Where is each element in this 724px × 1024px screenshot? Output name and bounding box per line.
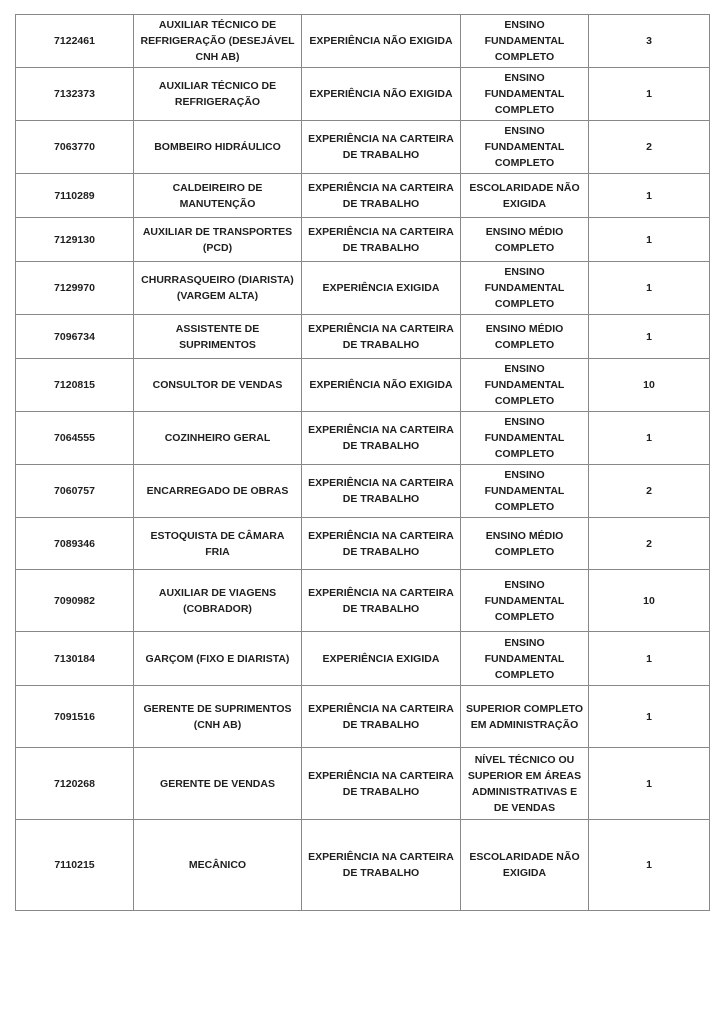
job-title-cell: CALDEIREIRO DE MANUTENÇÃO xyxy=(134,174,302,218)
job-id-cell: 7090982 xyxy=(16,570,134,632)
education-cell: SUPERIOR COMPLETO EM ADMINISTRAÇÃO xyxy=(461,686,589,748)
vacancies-count-cell: 1 xyxy=(589,820,710,911)
vacancies-count-cell: 10 xyxy=(589,570,710,632)
experience-cell: EXPERIÊNCIA NA CARTEIRA DE TRABALHO xyxy=(302,686,461,748)
education-cell: NÍVEL TÉCNICO OU SUPERIOR EM ÁREAS ADMINISTRATIVAS E DE VENDAS xyxy=(461,748,589,820)
job-title-cell: AUXILIAR TÉCNICO DE REFRIGERAÇÃO (DESEJÁVEL CNH AB) xyxy=(134,15,302,68)
table-row xyxy=(16,315,710,359)
job-id-cell: 7129130 xyxy=(16,218,134,262)
experience-cell: EXPERIÊNCIA EXIGIDA xyxy=(302,632,461,686)
education-cell: ENSINO MÉDIO COMPLETO xyxy=(461,315,589,359)
job-title-cell: AUXILIAR DE TRANSPORTES (PCD) xyxy=(134,218,302,262)
experience-cell: EXPERIÊNCIA NA CARTEIRA DE TRABALHO xyxy=(302,412,461,465)
experience-cell: EXPERIÊNCIA EXIGIDA xyxy=(302,262,461,315)
job-title-cell: COZINHEIRO GERAL xyxy=(134,412,302,465)
job-title-cell: AUXILIAR DE VIAGENS (COBRADOR) xyxy=(134,570,302,632)
job-title-cell: ASSISTENTE DE SUPRIMENTOS xyxy=(134,315,302,359)
experience-cell: EXPERIÊNCIA NA CARTEIRA DE TRABALHO xyxy=(302,465,461,518)
job-id-cell: 7130184 xyxy=(16,632,134,686)
vacancies-count-cell: 2 xyxy=(589,518,710,570)
job-title-cell: ESTOQUISTA DE CÂMARA FRIA xyxy=(134,518,302,570)
job-id-cell: 7120268 xyxy=(16,748,134,820)
job-title-cell: MECÂNICO xyxy=(134,820,302,911)
job-id-cell: 7122461 xyxy=(16,15,134,68)
job-id-cell: 7132373 xyxy=(16,68,134,121)
job-title-cell: CONSULTOR DE VENDAS xyxy=(134,359,302,412)
table-row xyxy=(16,412,710,465)
experience-cell: EXPERIÊNCIA NÃO EXIGIDA xyxy=(302,359,461,412)
experience-cell: EXPERIÊNCIA NA CARTEIRA DE TRABALHO xyxy=(302,748,461,820)
experience-cell: EXPERIÊNCIA NA CARTEIRA DE TRABALHO xyxy=(302,218,461,262)
table-row xyxy=(16,262,710,315)
experience-cell: EXPERIÊNCIA NA CARTEIRA DE TRABALHO xyxy=(302,315,461,359)
table-row xyxy=(16,570,710,632)
table-row xyxy=(16,359,710,412)
education-cell: ENSINO FUNDAMENTAL COMPLETO xyxy=(461,359,589,412)
education-cell: ENSINO FUNDAMENTAL COMPLETO xyxy=(461,68,589,121)
table-row xyxy=(16,15,710,68)
table-row xyxy=(16,218,710,262)
vacancies-count-cell: 3 xyxy=(589,15,710,68)
experience-cell: EXPERIÊNCIA NÃO EXIGIDA xyxy=(302,68,461,121)
job-title-cell: AUXILIAR TÉCNICO DE REFRIGERAÇÃO xyxy=(134,68,302,121)
experience-cell: EXPERIÊNCIA NÃO EXIGIDA xyxy=(302,15,461,68)
job-id-cell: 7120815 xyxy=(16,359,134,412)
job-vacancies-table-body xyxy=(16,15,710,911)
job-id-cell: 7096734 xyxy=(16,315,134,359)
table-row xyxy=(16,465,710,518)
vacancies-count-cell: 1 xyxy=(589,262,710,315)
job-id-cell: 7064555 xyxy=(16,412,134,465)
job-title-cell: ENCARREGADO DE OBRAS xyxy=(134,465,302,518)
table-row xyxy=(16,748,710,820)
table-row xyxy=(16,174,710,218)
table-row xyxy=(16,686,710,748)
job-id-cell: 7060757 xyxy=(16,465,134,518)
table-row xyxy=(16,820,710,911)
vacancies-count-cell: 1 xyxy=(589,68,710,121)
experience-cell: EXPERIÊNCIA NA CARTEIRA DE TRABALHO xyxy=(302,121,461,174)
experience-cell: EXPERIÊNCIA NA CARTEIRA DE TRABALHO xyxy=(302,518,461,570)
job-id-cell: 7091516 xyxy=(16,686,134,748)
table-row xyxy=(16,632,710,686)
job-title-cell: CHURRASQUEIRO (DIARISTA) (VARGEM ALTA) xyxy=(134,262,302,315)
vacancies-count-cell: 1 xyxy=(589,218,710,262)
job-title-cell: BOMBEIRO HIDRÁULICO xyxy=(134,121,302,174)
job-vacancies-table xyxy=(15,14,710,911)
education-cell: ESCOLARIDADE NÃO EXIGIDA xyxy=(461,174,589,218)
experience-cell: EXPERIÊNCIA NA CARTEIRA DE TRABALHO xyxy=(302,820,461,911)
table-row xyxy=(16,121,710,174)
education-cell: ENSINO FUNDAMENTAL COMPLETO xyxy=(461,15,589,68)
vacancies-count-cell: 2 xyxy=(589,465,710,518)
job-title-cell: GARÇOM (FIXO E DIARISTA) xyxy=(134,632,302,686)
vacancies-count-cell: 1 xyxy=(589,412,710,465)
education-cell: ENSINO FUNDAMENTAL COMPLETO xyxy=(461,121,589,174)
vacancies-count-cell: 2 xyxy=(589,121,710,174)
vacancies-count-cell: 1 xyxy=(589,632,710,686)
job-id-cell: 7129970 xyxy=(16,262,134,315)
table-row xyxy=(16,68,710,121)
job-id-cell: 7110289 xyxy=(16,174,134,218)
education-cell: ESCOLARIDADE NÃO EXIGIDA xyxy=(461,820,589,911)
education-cell: ENSINO FUNDAMENTAL COMPLETO xyxy=(461,465,589,518)
vacancies-count-cell: 1 xyxy=(589,174,710,218)
education-cell: ENSINO FUNDAMENTAL COMPLETO xyxy=(461,570,589,632)
job-id-cell: 7110215 xyxy=(16,820,134,911)
job-id-cell: 7063770 xyxy=(16,121,134,174)
vacancies-count-cell: 1 xyxy=(589,748,710,820)
job-id-cell: 7089346 xyxy=(16,518,134,570)
education-cell: ENSINO MÉDIO COMPLETO xyxy=(461,518,589,570)
job-title-cell: GERENTE DE VENDAS xyxy=(134,748,302,820)
vacancies-count-cell: 1 xyxy=(589,686,710,748)
education-cell: ENSINO FUNDAMENTAL COMPLETO xyxy=(461,632,589,686)
vacancies-count-cell: 1 xyxy=(589,315,710,359)
experience-cell: EXPERIÊNCIA NA CARTEIRA DE TRABALHO xyxy=(302,570,461,632)
vacancies-count-cell: 10 xyxy=(589,359,710,412)
education-cell: ENSINO FUNDAMENTAL COMPLETO xyxy=(461,412,589,465)
experience-cell: EXPERIÊNCIA NA CARTEIRA DE TRABALHO xyxy=(302,174,461,218)
education-cell: ENSINO FUNDAMENTAL COMPLETO xyxy=(461,262,589,315)
education-cell: ENSINO MÉDIO COMPLETO xyxy=(461,218,589,262)
table-row xyxy=(16,518,710,570)
job-title-cell: GERENTE DE SUPRIMENTOS (CNH AB) xyxy=(134,686,302,748)
